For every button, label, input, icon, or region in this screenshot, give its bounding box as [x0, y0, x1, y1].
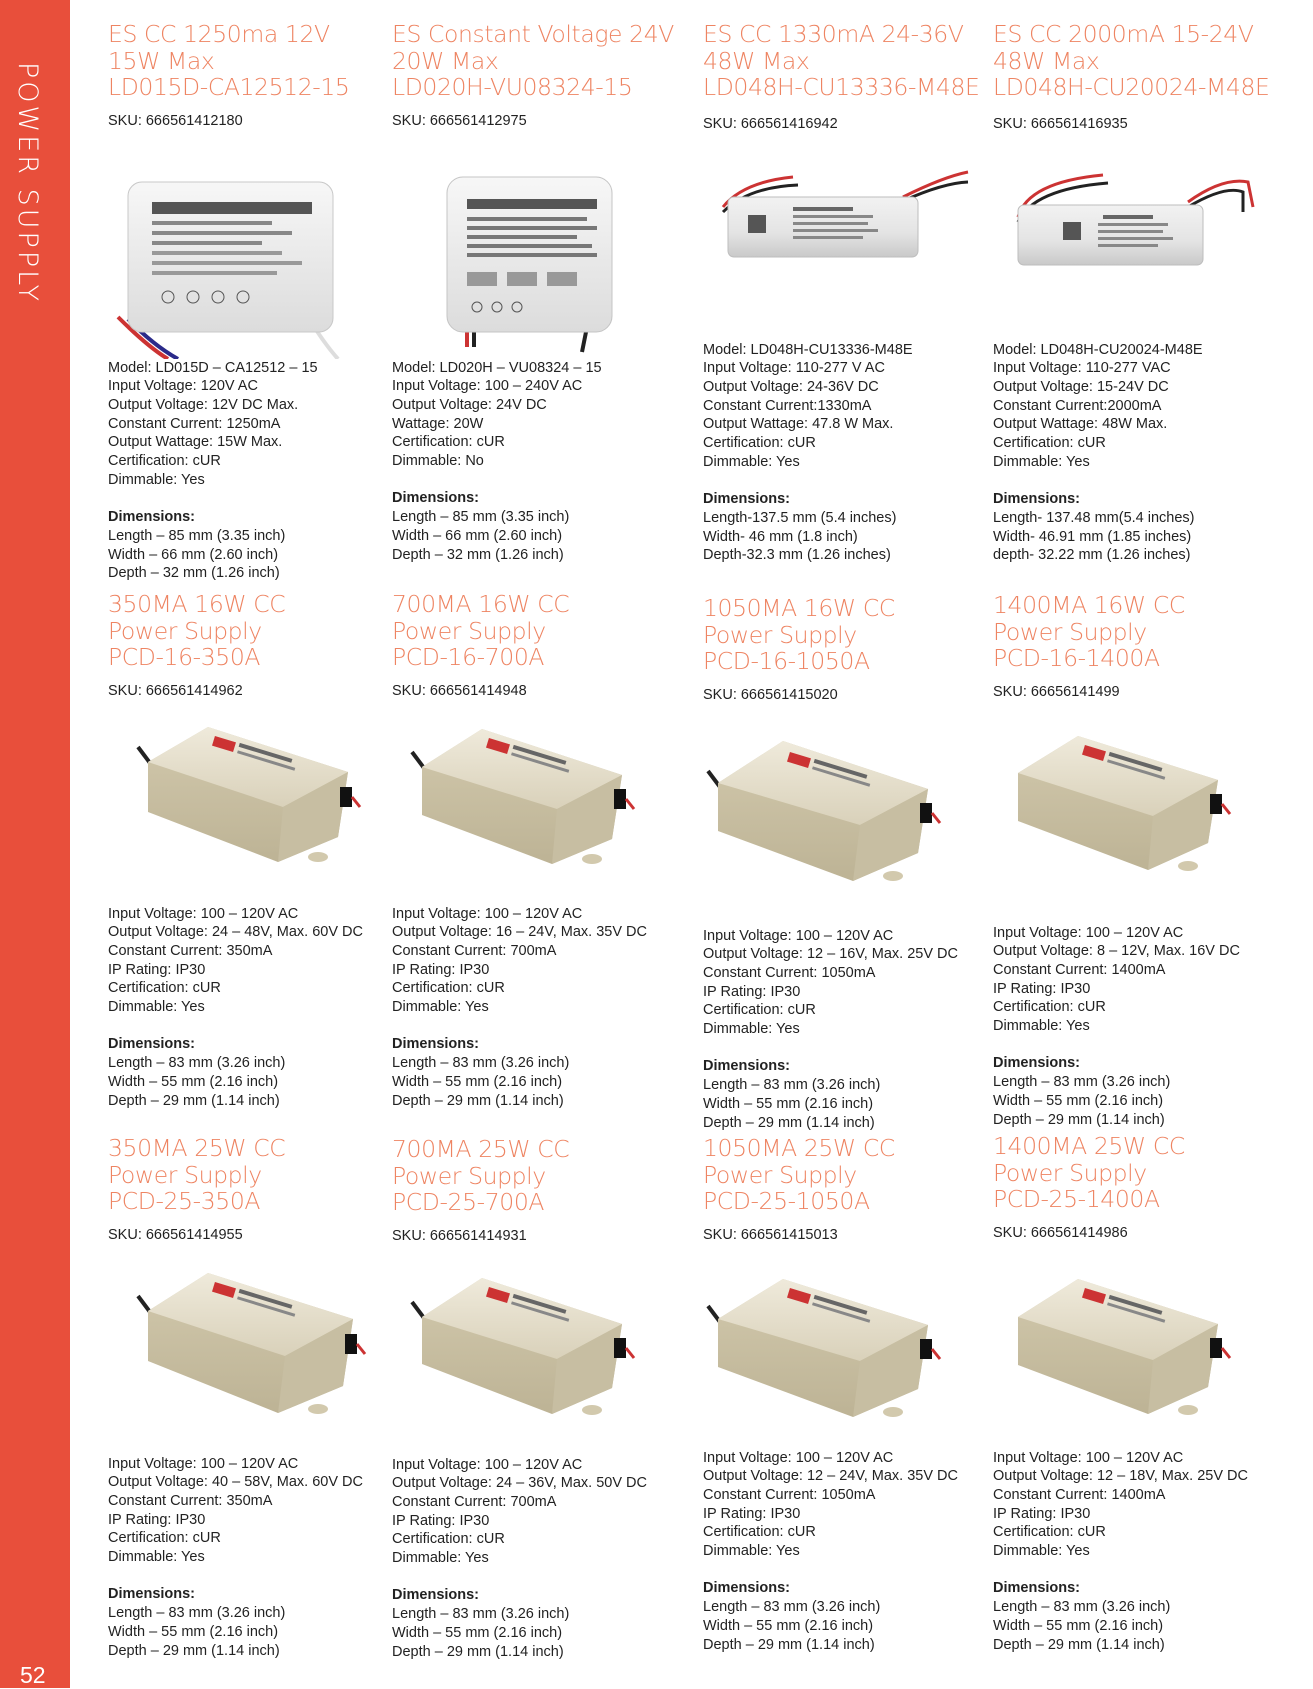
text-line: Width- 46 mm (1.8 inch) [703, 528, 858, 545]
text-line: PCD-25-1400A [993, 1185, 1160, 1213]
text-line: IP Rating: IP30 [703, 983, 801, 1000]
text-line: Constant Current: 350mA [108, 1492, 273, 1509]
text-line: Output Voltage: 8 – 12V, Max. 16V DC [993, 943, 1240, 960]
text-line: Constant Current: 1250mA [108, 415, 281, 432]
text-line: Output Voltage: 12 – 18V, Max. 25V DC [993, 1468, 1248, 1485]
product-specs [108, 1455, 388, 1661]
text-line: Certification: cUR [703, 435, 816, 452]
text-line: 700MA 25W CC [392, 1135, 570, 1163]
text-line: Dimmable: Yes [108, 999, 205, 1016]
product-image [392, 717, 662, 877]
text-line: Width – 55 mm (2.16 inch) [993, 1617, 1164, 1634]
product-image [392, 1262, 662, 1430]
text-line: Certification: cUR [108, 1530, 221, 1547]
text-line: depth- 32.22 mm (1.26 inches) [993, 547, 1191, 564]
text-line: Power Supply [392, 1161, 546, 1190]
text-line: Input Voltage: 110-277 V AC [703, 360, 885, 377]
dimensions-heading: Dimensions: [993, 1580, 1081, 1597]
text-line: Input Voltage: 100 – 120V AC [993, 1449, 1184, 1466]
text-line: Output Voltage: 12 – 24V, Max. 35V DC [703, 1468, 958, 1485]
dimensions-heading: Dimensions: [993, 1055, 1081, 1072]
text-line: Output Voltage: 40 – 58V, Max. 60V DC [108, 1474, 363, 1491]
dimensions-heading: Dimensions: [703, 1058, 791, 1075]
text-line: Model: LD015D – CA12512 – 15 [108, 359, 318, 376]
text-line: Power Supply [108, 616, 262, 645]
product-sku: SKU: 666561414948 [392, 682, 527, 699]
product-image [993, 1259, 1263, 1427]
product-card [703, 1135, 983, 1654]
product-title [108, 591, 388, 671]
text-line: Output Wattage: 15W Max. [108, 434, 283, 451]
text-line: Length – 83 mm (3.26 inch) [108, 1055, 286, 1072]
text-line: LD015D-CA12512-15 [108, 73, 350, 101]
text-line: Depth – 32 mm (1.26 inch) [392, 546, 564, 563]
text-line: ES CC 1330mA 24-36V [703, 20, 964, 48]
text-line: Input Voltage: 100 – 120V AC [703, 927, 894, 944]
product-title [993, 1133, 1273, 1213]
product-image [993, 718, 1263, 886]
text-line: 20W Max [392, 46, 499, 75]
product-image [703, 1261, 973, 1429]
text-line: Power Supply [108, 1160, 262, 1189]
product-sku: SKU: 666561416942 [703, 115, 838, 132]
text-line: Constant Current: 700mA [392, 1493, 557, 1510]
text-line: Width – 55 mm (2.16 inch) [108, 1623, 279, 1640]
text-line: Depth – 29 mm (1.14 inch) [993, 1111, 1165, 1128]
text-line: Length- 137.48 mm(5.4 inches) [993, 509, 1195, 526]
text-line: Output Voltage: 12V DC Max. [108, 396, 299, 413]
text-line: LD048H-CU13336-M48E [703, 73, 980, 101]
text-line: Length-137.5 mm (5.4 inches) [703, 509, 897, 526]
text-line: Certification: cUR [392, 1531, 505, 1548]
product-card [703, 21, 983, 565]
text-line: Model: LD048H-CU13336-M48E [703, 341, 913, 358]
product-image [108, 717, 378, 877]
product-specs [108, 905, 388, 1111]
text-line: 1050MA 25W CC [703, 1134, 895, 1162]
text-line: Length – 83 mm (3.26 inch) [392, 1606, 570, 1623]
text-line: Input Voltage: 100 – 240V AC [392, 378, 583, 395]
dimensions-heading: Dimensions: [993, 491, 1081, 508]
text-line: Dimmable: Yes [392, 1550, 489, 1567]
product-card [993, 592, 1273, 1129]
text-line: Length – 83 mm (3.26 inch) [993, 1599, 1171, 1616]
product-sku: SKU: 666561412975 [392, 112, 527, 129]
text-line: Length – 83 mm (3.26 inch) [108, 1605, 286, 1622]
text-line: 1400MA 16W CC [993, 591, 1185, 619]
text-line: Depth – 32 mm (1.26 inch) [108, 565, 280, 582]
product-image [392, 147, 662, 359]
dimensions-heading: Dimensions: [703, 1580, 791, 1597]
dimensions-heading: Dimensions: [392, 490, 480, 507]
text-line: PCD-16-700A [392, 643, 545, 671]
text-line: Certification: cUR [108, 453, 221, 470]
product-title [993, 592, 1273, 672]
text-line: Dimmable: Yes [993, 1543, 1090, 1560]
text-line: Depth – 29 mm (1.14 inch) [108, 1642, 280, 1659]
text-line: Input Voltage: 100 – 120V AC [108, 905, 299, 922]
dimensions-heading: Dimensions: [108, 1586, 196, 1603]
text-line: IP Rating: IP30 [108, 1511, 206, 1528]
text-line: Dimmable: No [392, 453, 484, 470]
text-line: 48W Max [993, 46, 1100, 75]
product-title [108, 21, 388, 101]
product-image [108, 1261, 378, 1429]
text-line: Width- 46.91 mm (1.85 inches) [993, 528, 1192, 545]
text-line: Power Supply [703, 1160, 857, 1189]
text-line: PCD-16-350A [108, 643, 261, 671]
text-line: IP Rating: IP30 [392, 1512, 490, 1529]
dimensions-heading: Dimensions: [392, 1587, 480, 1604]
product-title [703, 1135, 983, 1215]
text-line: PCD-25-350A [108, 1187, 261, 1215]
text-line: Dimmable: Yes [108, 471, 205, 488]
text-line: Depth – 29 mm (1.14 inch) [392, 1643, 564, 1660]
product-card [703, 595, 983, 1132]
text-line: 15W Max [108, 46, 215, 75]
text-line: Output Voltage: 15-24V DC [993, 378, 1169, 395]
product-card [108, 1135, 388, 1660]
text-line: Certification: cUR [703, 1524, 816, 1541]
product-title [392, 591, 672, 671]
text-line: Width – 55 mm (2.16 inch) [392, 1624, 563, 1641]
text-line: 1050MA 16W CC [703, 594, 895, 622]
product-image [108, 147, 378, 359]
page-number: 52 [20, 1662, 46, 1688]
dimensions-heading: Dimensions: [108, 1036, 196, 1053]
text-line: PCD-16-1050A [703, 647, 870, 675]
text-line: Certification: cUR [108, 980, 221, 997]
text-line: IP Rating: IP30 [993, 1505, 1091, 1522]
product-sku: SKU: 666561414931 [392, 1227, 527, 1244]
text-line: Input Voltage: 100 – 120V AC [993, 924, 1184, 941]
product-sku: SKU: 666561414962 [108, 682, 243, 699]
product-title [703, 595, 983, 675]
text-line: Input Voltage: 120V AC [108, 378, 258, 395]
product-specs [392, 905, 672, 1111]
product-specs [993, 924, 1273, 1130]
dimensions-heading: Dimensions: [108, 509, 196, 526]
text-line: Depth – 29 mm (1.14 inch) [108, 1092, 280, 1109]
text-line: Width – 66 mm (2.60 inch) [392, 527, 563, 544]
text-line: Input Voltage: 100 – 120V AC [703, 1449, 894, 1466]
product-card [993, 21, 1273, 565]
text-line: Output Voltage: 12 – 16V, Max. 25V DC [703, 946, 958, 963]
text-line: Length – 85 mm (3.35 inch) [108, 527, 286, 544]
product-specs [703, 1449, 983, 1655]
text-line: Certification: cUR [392, 980, 505, 997]
product-specs [703, 341, 983, 565]
text-line: Output Voltage: 16 – 24V, Max. 35V DC [392, 924, 647, 941]
text-line: Depth – 29 mm (1.14 inch) [993, 1636, 1165, 1653]
text-line: Certification: cUR [993, 435, 1106, 452]
dimensions-heading: Dimensions: [392, 1036, 480, 1053]
text-line: Input Voltage: 100 – 120V AC [392, 1456, 583, 1473]
text-line: Power Supply [703, 620, 857, 649]
product-specs [392, 1456, 672, 1662]
text-line: Length – 85 mm (3.35 inch) [392, 509, 570, 526]
text-line: 350MA 16W CC [108, 590, 286, 618]
text-line: LD048H-CU20024-M48E [993, 73, 1270, 101]
text-line: 48W Max [703, 46, 810, 75]
text-line: ES CC 2000mA 15-24V [993, 20, 1254, 48]
product-card [392, 591, 672, 1110]
product-sku: SKU: 66656141499 [993, 683, 1120, 700]
text-line: Input Voltage: 100 – 120V AC [392, 905, 583, 922]
text-line: Width – 55 mm (2.16 inch) [108, 1073, 279, 1090]
text-line: Depth-32.3 mm (1.26 inches) [703, 547, 891, 564]
product-specs [108, 359, 388, 583]
text-line: ES CC 1250ma 12V [108, 20, 330, 48]
product-sku: SKU: 666561414986 [993, 1224, 1128, 1241]
text-line: Certification: cUR [993, 1524, 1106, 1541]
text-line: Width – 55 mm (2.16 inch) [703, 1617, 874, 1634]
text-line: Constant Current: 700mA [392, 942, 557, 959]
text-line: Certification: cUR [392, 434, 505, 451]
text-line: Certification: cUR [703, 1002, 816, 1019]
product-card [108, 591, 388, 1110]
text-line: Dimmable: Yes [993, 1018, 1090, 1035]
text-line: Length – 83 mm (3.26 inch) [993, 1074, 1171, 1091]
text-line: Dimmable: Yes [993, 453, 1090, 470]
product-specs [392, 359, 672, 565]
text-line: Width – 55 mm (2.16 inch) [392, 1073, 563, 1090]
text-line: Dimmable: Yes [392, 999, 489, 1016]
text-line: 700MA 16W CC [392, 590, 570, 618]
text-line: Output Voltage: 24-36V DC [703, 378, 879, 395]
text-line: Dimmable: Yes [703, 1543, 800, 1560]
text-line: IP Rating: IP30 [703, 1505, 801, 1522]
product-image [703, 147, 973, 359]
text-line: Constant Current:2000mA [993, 397, 1162, 414]
text-line: IP Rating: IP30 [108, 961, 206, 978]
product-sku: SKU: 666561415013 [703, 1226, 838, 1243]
text-line: Depth – 29 mm (1.14 inch) [703, 1636, 875, 1653]
text-line: Dimmable: Yes [108, 1549, 205, 1566]
text-line: ES Constant Voltage 24V [392, 20, 674, 48]
text-line: Input Voltage: 110-277 VAC [993, 360, 1171, 377]
text-line: Certification: cUR [993, 999, 1106, 1016]
product-specs [993, 1449, 1273, 1655]
text-line: Width – 55 mm (2.16 inch) [703, 1095, 874, 1112]
product-card [392, 1136, 672, 1661]
text-line: LD020H-VU08324-15 [392, 73, 633, 101]
product-card [993, 1133, 1273, 1654]
product-sku: SKU: 666561416935 [993, 115, 1128, 132]
product-title [703, 21, 983, 101]
text-line: Width – 55 mm (2.16 inch) [993, 1092, 1164, 1109]
sidebar [0, 0, 70, 1688]
text-line: Output Voltage: 24V DC [392, 396, 547, 413]
product-image [703, 721, 973, 889]
text-line: Dimmable: Yes [703, 453, 800, 470]
product-specs [993, 341, 1273, 565]
product-specs [703, 927, 983, 1133]
text-line: Constant Current: 1050mA [703, 964, 876, 981]
text-line: Power Supply [993, 1158, 1147, 1187]
text-line: Input Voltage: 100 – 120V AC [108, 1455, 299, 1472]
text-line: Output Wattage: 48W Max. [993, 416, 1168, 433]
text-line: Depth – 29 mm (1.14 inch) [392, 1092, 564, 1109]
text-line: Constant Current: 350mA [108, 942, 273, 959]
text-line: Constant Current:1330mA [703, 397, 872, 414]
product-title [993, 21, 1273, 101]
text-line: Power Supply [993, 617, 1147, 646]
text-line: Depth – 29 mm (1.14 inch) [703, 1114, 875, 1131]
text-line: Length – 83 mm (3.26 inch) [392, 1055, 570, 1072]
product-sku: SKU: 666561414955 [108, 1226, 243, 1243]
text-line: Output Wattage: 47.8 W Max. [703, 416, 894, 433]
text-line: Width – 66 mm (2.60 inch) [108, 546, 279, 563]
text-line: Constant Current: 1400mA [993, 961, 1166, 978]
text-line: Output Voltage: 24 – 36V, Max. 50V DC [392, 1475, 647, 1492]
text-line: Dimmable: Yes [703, 1021, 800, 1038]
section-label: POWER SUPPLY [12, 62, 43, 305]
product-sku: SKU: 666561412180 [108, 112, 243, 129]
text-line: Model: LD020H – VU08324 – 15 [392, 359, 602, 376]
text-line: Length – 83 mm (3.26 inch) [703, 1077, 881, 1094]
text-line: Constant Current: 1050mA [703, 1486, 876, 1503]
product-title [108, 1135, 388, 1215]
product-image [993, 147, 1263, 359]
text-line: Model: LD048H-CU20024-M48E [993, 341, 1203, 358]
product-card [392, 21, 672, 564]
text-line: IP Rating: IP30 [993, 980, 1091, 997]
text-line: Power Supply [392, 616, 546, 645]
product-title [392, 1136, 672, 1216]
product-card [108, 21, 388, 583]
text-line: 350MA 25W CC [108, 1134, 286, 1162]
product-sku: SKU: 666561415020 [703, 686, 838, 703]
text-line: PCD-25-700A [392, 1188, 545, 1216]
text-line: Constant Current: 1400mA [993, 1486, 1166, 1503]
text-line: 1400MA 25W CC [993, 1132, 1185, 1160]
text-line: PCD-16-1400A [993, 644, 1160, 672]
product-title [392, 21, 672, 101]
text-line: PCD-25-1050A [703, 1187, 870, 1215]
text-line: Output Voltage: 24 – 48V, Max. 60V DC [108, 924, 363, 941]
text-line: Length – 83 mm (3.26 inch) [703, 1599, 881, 1616]
text-line: IP Rating: IP30 [392, 961, 490, 978]
dimensions-heading: Dimensions: [703, 491, 791, 508]
text-line: Wattage: 20W [392, 415, 484, 432]
